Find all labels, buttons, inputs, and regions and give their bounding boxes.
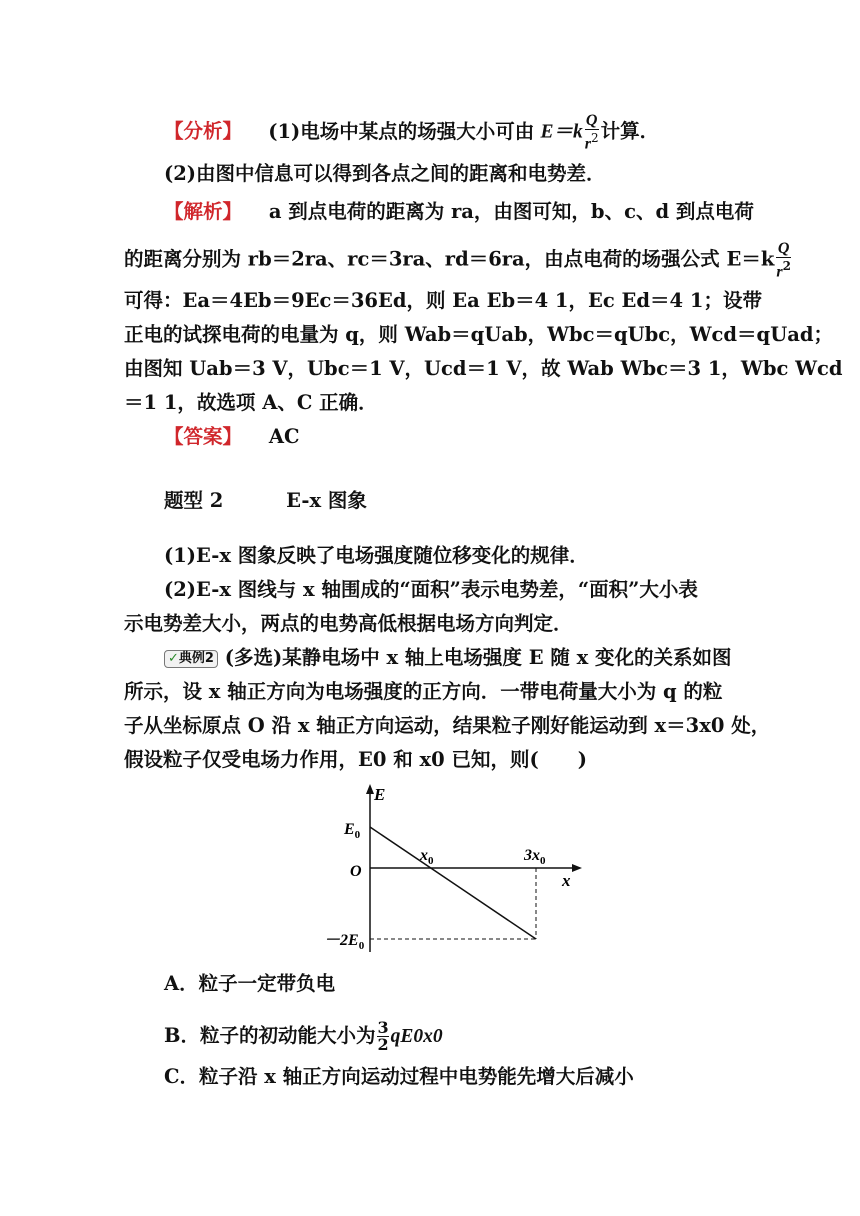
answer-value: AC: [268, 425, 300, 448]
e-x-line: [370, 827, 536, 939]
solution-line-6: ＝1 1，故选项 A、C 正确．: [124, 391, 378, 414]
option-b-suffix: qE0x0: [390, 1026, 443, 1047]
e-x-graph: [310, 782, 600, 962]
option-b: [164, 1020, 443, 1053]
analysis-line-1: [164, 112, 659, 152]
example-badge: ✓典例2: [164, 650, 218, 668]
label-x0: $x_0$: [420, 847, 434, 867]
label-origin: O: [350, 863, 362, 880]
option-c: C．粒子沿 x 轴正方向运动过程中电势能先增大后减小: [164, 1065, 634, 1088]
formula-lhs: E＝k: [540, 121, 583, 143]
solution-text-2: 的距离分别为 rb＝2ra、rc＝3ra、rd＝6ra，由点电荷的场强公式 E＝k: [124, 247, 775, 271]
section-title: 题型 2: [164, 489, 224, 512]
solution-tag: 【解析】: [164, 200, 243, 223]
analysis-line-2: (2)由图中信息可以得到各点之间的距离和电势差．: [164, 162, 606, 185]
analysis-text-1-end: 计算．: [600, 119, 660, 143]
label-y-axis: E: [374, 785, 386, 804]
solution-line-3: 可得：Ea＝4Eb＝9Ec＝36Ed，则 Ea Eb＝4 1，Ec Ed＝4 1；设带: [124, 289, 762, 312]
label-neg2e0: $-2E_0$: [324, 932, 365, 952]
point-3: 示电势差大小，两点的电势高低根据电场方向判定．: [124, 612, 573, 635]
y-axis-arrow: [366, 784, 374, 794]
fraction-q-over-r2-2: $\frac{Q}{r^2}$: [776, 240, 791, 281]
answer-line: [164, 423, 299, 451]
fraction-q-over-r2: $\frac{Q}{r^2}$: [584, 112, 599, 153]
section-heading: [164, 487, 367, 515]
example-text-1: (多选)某静电场中 x 轴上电场强度 E 随 x 变化的关系如图: [224, 646, 732, 669]
example-line-1: [164, 644, 732, 672]
solution-text-1: a 到点电荷的距离为 ra，由图可知，b、c、d 到点电荷: [268, 200, 754, 223]
answer-tag: 【答案】: [164, 425, 243, 448]
solution-line-4: 正电的试探电荷的电量为 q，则 Wab＝qUab，Wbc＝qUbc，Wcd＝qUad；: [124, 323, 833, 346]
label-x-axis: x: [562, 871, 571, 890]
solution-line-5: 由图知 Uab＝3 V，Ubc＝1 V，Ucd＝1 V，故 Wab Wbc＝3 1，Wbc Wcd: [124, 357, 843, 380]
fraction-3-over-2: $\frac{3}{2}$: [377, 1018, 389, 1054]
example-line-4: 假设粒子仅受电场力作用，E0 和 x0 已知，则( ): [124, 748, 587, 771]
analysis-text-1: (1)电场中某点的场强大小可由: [268, 119, 535, 143]
example-line-2: 所示，设 x 轴正方向为电场强度的正方向．一带电荷量大小为 q 的粒: [124, 680, 723, 703]
option-b-prefix: B．粒子的初动能大小为: [164, 1024, 376, 1047]
analysis-tag: 【分析】: [164, 119, 243, 143]
x-axis-arrow: [572, 864, 582, 872]
option-a: A．粒子一定带负电: [164, 972, 336, 995]
check-icon: ✓: [168, 651, 179, 666]
point-2: (2)E-x 图线与 x 轴围成的“面积”表示电势差，“面积”大小表: [164, 578, 698, 601]
solution-line-2: [124, 240, 793, 280]
example-line-3: 子从坐标原点 O 沿 x 轴正方向运动，结果粒子刚好能运动到 x＝3x0 处，: [124, 714, 771, 737]
solution-line-1: [164, 198, 754, 226]
point-1: (1)E-x 图象反映了电场强度随位移变化的规律．: [164, 544, 589, 567]
section-subtitle: E-x 图象: [286, 489, 367, 512]
label-3x0: $3x_0$: [524, 847, 546, 867]
label-e0: $E_0$: [344, 821, 361, 841]
